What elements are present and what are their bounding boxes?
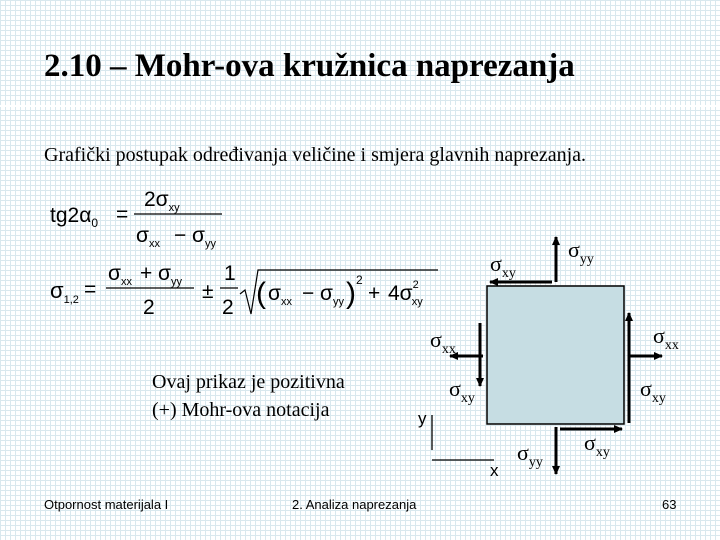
svg-text:σyy: $\sigma_{yy}$ (320, 282, 344, 308)
svg-text:−: − (302, 282, 315, 305)
slide-title: 2.10 – Mohr-ova kružnica naprezanja (44, 48, 575, 84)
footer-chapter: 2. Analiza naprezanja (292, 497, 417, 512)
svg-text:): ) (346, 277, 356, 310)
note-line-1: Ovaj prikaz je pozitivna (152, 371, 345, 393)
svg-text:=: = (116, 203, 129, 226)
svg-text:σyy: $\sigma_{yy}$ (158, 262, 182, 288)
svg-text:+: + (140, 262, 153, 285)
svg-text:σxx: $\sigma_{xx}$ (268, 282, 292, 308)
svg-text:σyy: $\sigma_{yy}$ (192, 224, 216, 250)
svg-text:(: ( (256, 277, 266, 310)
footer-course: Otpornost materijala I (44, 497, 169, 512)
svg-text:2: 2 (222, 296, 234, 319)
axis-label-y: y (418, 409, 427, 428)
stress-element-square (487, 286, 624, 424)
svg-text:σxx: $\sigma_{xx}$ (108, 262, 132, 288)
svg-text:=: = (84, 278, 97, 301)
footer-page-number: 63 (662, 497, 677, 512)
label-sigma-yy-bottom: $\sigma_{yy}$ (517, 440, 543, 470)
note-line-2: (+) Mohr-ova notacija (152, 399, 330, 421)
svg-text:+: + (368, 282, 381, 305)
label-sigma-xy-right: $\sigma_{xy}$ (640, 376, 666, 406)
label-sigma-xy-left: $\sigma_{xy}$ (449, 376, 475, 406)
svg-text:4σ2xy: $4\sigma^2$ xy (388, 279, 423, 308)
svg-text:2: 2 (143, 296, 155, 319)
label-sigma-xx-left: $\sigma_{xx}$ (430, 327, 456, 357)
slide-subtitle: Grafički postupak određivanja veličine i smjera glavnih naprezanja. (44, 144, 587, 166)
label-sigma-xy-bottom: $\sigma_{xy}$ (584, 430, 610, 460)
svg-text:−: − (174, 224, 187, 247)
svg-text:tg2α0: $tg2\alpha_0$ (50, 204, 99, 230)
svg-text:±: ± (202, 280, 214, 303)
label-sigma-xx-right: $\sigma_{xx}$ (653, 323, 679, 353)
svg-text:σxx: $\sigma_{xx}$ (136, 224, 160, 250)
label-sigma-yy-top: $\sigma_{yy}$ (568, 237, 594, 267)
axis-label-x: x (490, 461, 499, 480)
svg-text:2: 2 (356, 273, 363, 287)
svg-text:σ1,2: $\sigma_{1,2}$ (50, 278, 79, 306)
label-sigma-xy-top: $\sigma_{xy}$ (490, 251, 516, 281)
svg-text:2σxy: $2\sigma_{xy}$ (144, 188, 180, 214)
svg-text:1: 1 (224, 262, 236, 285)
